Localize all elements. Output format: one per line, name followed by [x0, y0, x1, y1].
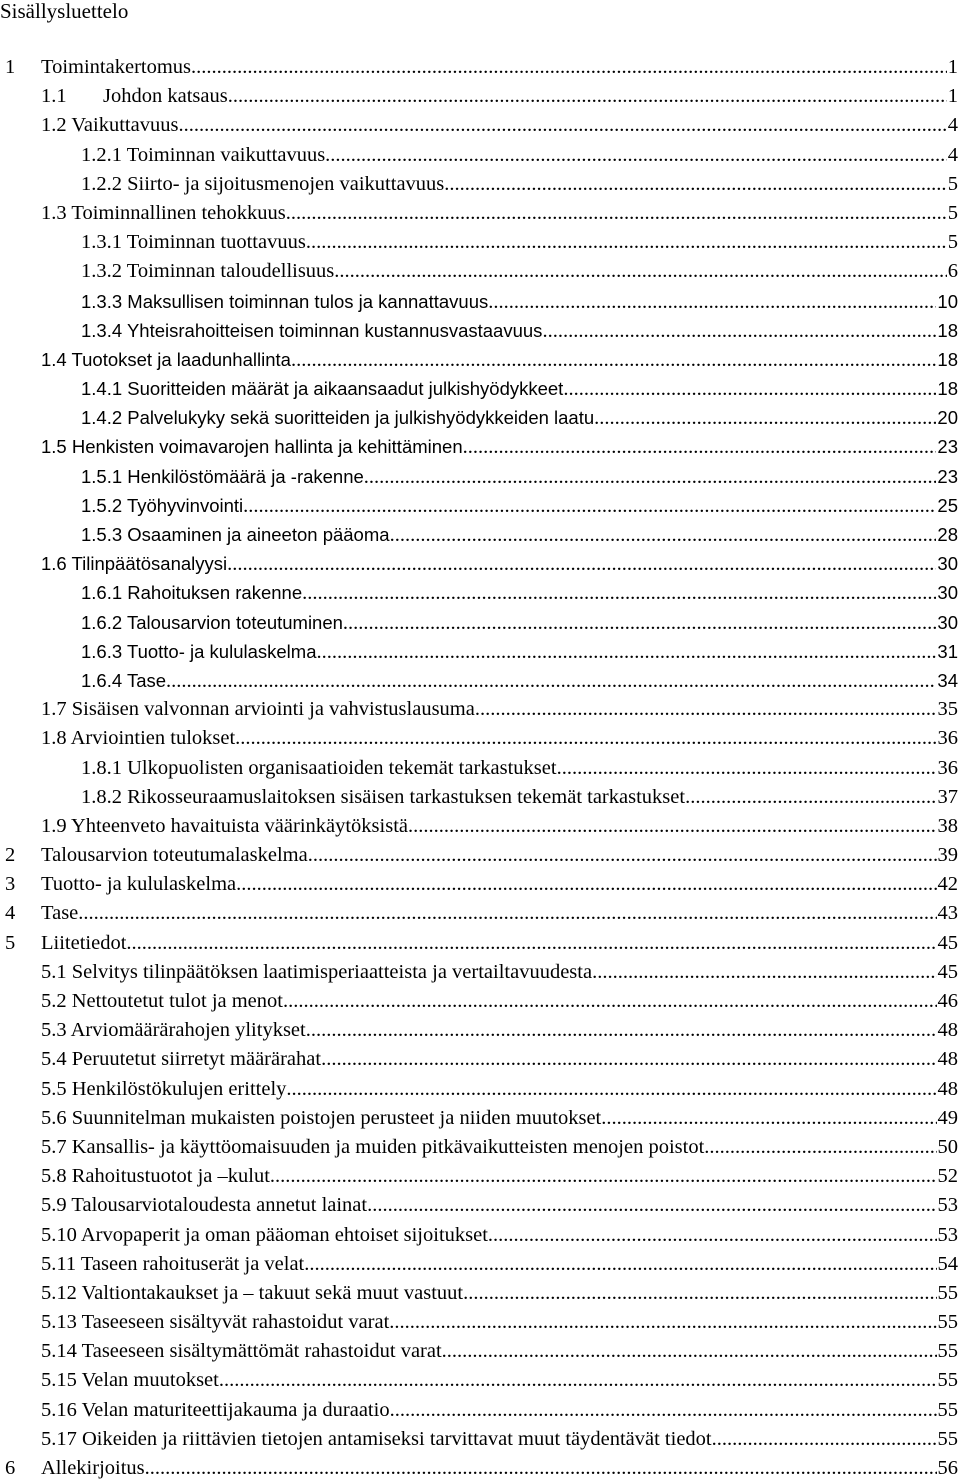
- toc-entry[interactable]: [0, 578, 960, 607]
- toc-entry-page: 18: [937, 378, 958, 400]
- dot-leader: [557, 754, 937, 783]
- toc-entry-page: 55: [937, 1369, 958, 1392]
- toc-entry-title: 1.8 Arviointien tulokset: [41, 727, 236, 750]
- toc-entry[interactable]: [0, 1425, 960, 1454]
- toc-entry-page: 10: [937, 290, 958, 312]
- toc-entry[interactable]: [0, 170, 960, 199]
- toc-entry[interactable]: [0, 1104, 960, 1133]
- toc-entry[interactable]: [0, 111, 960, 140]
- toc-entry[interactable]: [0, 783, 960, 812]
- toc-entry-title: 1.6.1 Rahoituksen rakenne: [81, 582, 303, 604]
- toc-entry-title: 1.8.1 Ulkopuolisten organisaatioiden tekemät tarkastukset: [81, 756, 557, 779]
- toc-entry[interactable]: [0, 1308, 960, 1337]
- toc-entry[interactable]: [0, 374, 960, 403]
- toc-entry-title: 5.2 Nettoutetut tulot ja menot: [41, 990, 283, 1012]
- toc-entry-page: 38: [937, 814, 958, 837]
- toc-entry-title: 5.17 Oikeiden ja riittävien tietojen antamiseksi tarvittavat muut täydentävät tiedot: [41, 1427, 712, 1450]
- dot-leader: [463, 433, 937, 462]
- toc-entry[interactable]: [0, 1191, 960, 1220]
- toc-entry[interactable]: [0, 812, 960, 841]
- dot-leader: [306, 228, 947, 257]
- dot-leader: [389, 1308, 936, 1337]
- toc-entry[interactable]: [0, 316, 960, 345]
- toc-entry-title: 1.5.1 Henkilöstömäärä ja -rakenne: [81, 465, 364, 487]
- toc-entry-title: 5.4 Peruutetut siirretyt määrärahat: [41, 1048, 322, 1071]
- toc-entry[interactable]: [0, 929, 960, 958]
- toc-entry-title: 1.9 Yhteenveto havaituista väärinkäytöksistä: [41, 814, 408, 837]
- toc-entry-page: 18: [937, 319, 958, 341]
- toc-entry[interactable]: [0, 1250, 960, 1279]
- dot-leader: [302, 579, 936, 608]
- toc-entry-title: 1.6.2 Talousarvion toteutuminen: [81, 611, 343, 633]
- toc-entry-page: 45: [937, 931, 958, 954]
- toc-entry-page: 45: [937, 960, 958, 983]
- toc-entry-page: 55: [937, 1311, 958, 1334]
- toc-entry-number: 1.1: [41, 85, 67, 108]
- toc-entry-title: 1.5.2 Työhyvinvointi: [81, 494, 244, 516]
- toc-entry-title: 1.2.1 Toiminnan vaikuttavuus: [81, 143, 326, 166]
- toc-entry[interactable]: [0, 1133, 960, 1162]
- dot-leader: [563, 375, 936, 404]
- toc-entry-title: 1.3.4 Yhteisrahoitteisen toiminnan kustannusvastaavuus: [81, 319, 543, 341]
- dot-leader: [166, 667, 936, 696]
- dot-leader: [594, 404, 936, 433]
- toc-entry[interactable]: [0, 1016, 960, 1045]
- toc-entry-title: Talousarvion toteutumalaskelma: [41, 844, 308, 867]
- toc-entry[interactable]: [0, 228, 960, 257]
- dot-leader: [321, 1045, 936, 1074]
- toc-entry-page: 4: [947, 114, 958, 137]
- toc-entry-page: 5: [947, 172, 958, 195]
- toc-entry-page: 48: [937, 1077, 958, 1100]
- toc-entry[interactable]: [0, 1162, 960, 1191]
- dot-leader: [408, 812, 937, 841]
- toc-entry[interactable]: [0, 403, 960, 432]
- toc-entry-title: Johdon katsaus: [103, 85, 228, 108]
- toc-entry[interactable]: [0, 549, 960, 578]
- toc-entry-title: 5.14 Taseeseen sisältymättömät rahastoidut varat: [41, 1340, 442, 1363]
- dot-leader: [227, 550, 936, 579]
- dot-leader: [78, 899, 936, 928]
- dot-leader: [343, 609, 937, 638]
- dot-leader: [291, 346, 936, 375]
- toc-entry-page: 18: [937, 348, 958, 370]
- toc-entry-number: 6: [5, 1457, 16, 1479]
- toc-entry-page: 55: [937, 1340, 958, 1363]
- dot-leader: [592, 958, 936, 987]
- toc-entry-title: 5.3 Arviomäärärahojen ylitykset: [41, 1019, 306, 1042]
- toc-entry-title: Liitetiedot: [41, 931, 127, 954]
- toc-entry-page: 25: [937, 494, 958, 516]
- toc-entry-page: 1: [947, 56, 958, 78]
- toc-entry-page: 53: [937, 1194, 958, 1217]
- toc-entry[interactable]: [0, 958, 960, 987]
- toc-entry[interactable]: [0, 1454, 960, 1483]
- toc-entry[interactable]: [0, 695, 960, 724]
- toc-entry-page: 46: [937, 990, 958, 1012]
- toc-entry[interactable]: [0, 1075, 960, 1104]
- toc-entry[interactable]: [0, 1221, 960, 1250]
- dot-leader: [488, 1221, 937, 1250]
- toc-entry-title: 1.4.1 Suoritteiden määrät ja aikaansaadut julkishyödykkeet: [81, 378, 564, 400]
- toc-entry-page: 36: [937, 727, 958, 750]
- toc-entry-title: 5.9 Talousarviotaloudesta annetut lainat: [41, 1194, 368, 1217]
- toc-entry[interactable]: [0, 1279, 960, 1308]
- toc-entry-page: 48: [937, 1019, 958, 1042]
- toc-entry-title: Toimintakertomus: [41, 56, 192, 78]
- toc-entry-page: 55: [937, 1427, 958, 1450]
- toc-entry-title: 1.2.2 Siirto- ja sijoitusmenojen vaikuttavuus: [81, 172, 445, 195]
- toc-entry-page: 23: [937, 436, 958, 458]
- dot-leader: [390, 1396, 937, 1425]
- toc-entry-title: 1.5 Henkisten voimavarojen hallinta ja kehittäminen: [41, 436, 463, 458]
- dot-leader: [304, 1250, 936, 1279]
- toc-entry-page: 34: [937, 669, 958, 691]
- toc-entry-title: 1.6.4 Tase: [81, 669, 167, 691]
- table-of-contents: [0, 53, 960, 1483]
- dot-leader: [126, 929, 936, 958]
- toc-entry-page: 5: [947, 201, 958, 224]
- toc-entry-title: 5.6 Suunnitelman mukaisten poistojen perusteet ja niiden muutokset: [41, 1106, 602, 1129]
- toc-entry-page: 55: [937, 1281, 958, 1304]
- dot-leader: [712, 1425, 937, 1454]
- toc-entry[interactable]: [0, 899, 960, 928]
- toc-entry-page: 20: [937, 407, 958, 429]
- toc-entry-title: 5.11 Taseen rahoituserät ja velat: [41, 1252, 305, 1275]
- toc-entry[interactable]: [0, 141, 960, 170]
- dot-leader: [228, 82, 947, 111]
- toc-entry-title: 1.2 Vaikuttavuus: [41, 114, 179, 137]
- toc-entry-title: 5.5 Henkilöstökulujen erittely: [41, 1077, 287, 1100]
- toc-entry[interactable]: [0, 462, 960, 491]
- toc-entry-title: 1.3.3 Maksullisen toiminnan tulos ja kannattavuus: [81, 290, 489, 312]
- toc-entry-title: Tuotto- ja kululaskelma: [41, 873, 237, 896]
- dot-leader: [488, 288, 936, 317]
- toc-entry-title: 5.10 Arvopaperit ja oman pääoman ehtoiset sijoitukset: [41, 1223, 488, 1246]
- toc-entry[interactable]: [0, 841, 960, 870]
- toc-entry-title: 1.7 Sisäisen valvonnan arviointi ja vahvistuslausuma: [41, 698, 475, 721]
- toc-entry-title: 1.4.2 Palvelukyky sekä suoritteiden ja julkishyödykkeiden laatu: [81, 407, 595, 429]
- toc-entry-title: 1.3.2 Toiminnan taloudellisuus: [81, 260, 335, 283]
- toc-entry[interactable]: [0, 199, 960, 228]
- dot-leader: [475, 695, 937, 724]
- dot-leader: [145, 1454, 937, 1483]
- toc-entry[interactable]: [0, 345, 960, 374]
- page-title: Sisällysluettelo: [0, 0, 129, 23]
- toc-entry[interactable]: [0, 754, 960, 783]
- toc-entry-page: 55: [937, 1398, 958, 1421]
- dot-leader: [704, 1133, 936, 1162]
- toc-entry-title: 5.16 Velan maturiteettijakauma ja duraatio: [41, 1398, 390, 1421]
- toc-entry-page: 49: [937, 1106, 958, 1129]
- toc-entry-page: 4: [947, 143, 958, 166]
- dot-leader: [283, 987, 937, 1016]
- toc-entry-title: 5.8 Rahoitustuotot ja –kulut: [41, 1165, 270, 1188]
- toc-entry[interactable]: [0, 432, 960, 461]
- toc-entry-page: 30: [937, 582, 958, 604]
- dot-leader: [542, 317, 936, 346]
- dot-leader: [685, 783, 936, 812]
- toc-entry[interactable]: [0, 987, 960, 1016]
- dot-leader: [364, 463, 937, 492]
- dot-leader: [235, 724, 936, 753]
- toc-entry-page: 5: [947, 231, 958, 254]
- toc-entry[interactable]: [0, 520, 960, 549]
- dot-leader: [286, 1075, 936, 1104]
- toc-entry-title: 1.3 Toiminnallinen tehokkuus: [41, 201, 286, 224]
- toc-entry-page: 48: [937, 1048, 958, 1071]
- toc-entry[interactable]: [0, 491, 960, 520]
- toc-entry-title: Tase: [41, 902, 79, 925]
- toc-entry-title: 1.4 Tuotokset ja laadunhallinta: [41, 348, 291, 370]
- toc-entry[interactable]: [0, 870, 960, 899]
- toc-entry-page: 1: [947, 85, 958, 108]
- toc-entry-page: 37: [937, 785, 958, 808]
- toc-entry-page: 54: [937, 1252, 958, 1275]
- toc-entry-title: 5.1 Selvitys tilinpäätöksen laatimisperiaatteista ja vertailtavuudesta: [41, 960, 593, 983]
- toc-entry-page: 53: [937, 1223, 958, 1246]
- toc-entry-number: 5: [5, 931, 16, 954]
- dot-leader: [367, 1191, 936, 1220]
- toc-entry[interactable]: [0, 1396, 960, 1425]
- dot-leader: [191, 53, 947, 82]
- dot-leader: [390, 521, 937, 550]
- toc-entry-title: 1.5.3 Osaaminen ja aineeton pääoma: [81, 524, 390, 545]
- dot-leader: [442, 1337, 937, 1366]
- toc-entry-page: 23: [937, 465, 958, 487]
- toc-entry-title: Allekirjoitus: [41, 1457, 145, 1479]
- dot-leader: [317, 638, 937, 667]
- toc-entry-page: 52: [937, 1165, 958, 1188]
- toc-entry[interactable]: [0, 637, 960, 666]
- toc-entry-number: 2: [5, 844, 16, 867]
- toc-entry[interactable]: [0, 1045, 960, 1074]
- dot-leader: [178, 111, 946, 140]
- toc-entry-page: 43: [937, 902, 958, 925]
- dot-leader: [243, 492, 936, 521]
- dot-leader: [334, 257, 946, 286]
- toc-entry-number: 3: [5, 873, 16, 896]
- toc-entry-page: 31: [937, 640, 958, 662]
- toc-entry[interactable]: [0, 82, 960, 111]
- dot-leader: [308, 841, 937, 870]
- toc-entry[interactable]: [0, 724, 960, 753]
- dot-leader: [325, 141, 947, 170]
- toc-entry-page: 30: [937, 553, 958, 575]
- toc-entry-number: 4: [5, 902, 16, 925]
- toc-entry[interactable]: [0, 257, 960, 286]
- toc-entry-title: 1.6 Tilinpäätösanalyysi: [41, 553, 228, 575]
- toc-entry-title: 1.3.1 Toiminnan tuottavuus: [81, 231, 306, 254]
- dot-leader: [236, 870, 936, 899]
- toc-entry-title: 1.8.2 Rikosseuraamuslaitoksen sisäisen tarkastuksen tekemät tarkastukset: [81, 785, 686, 808]
- dot-leader: [463, 1279, 936, 1308]
- toc-entry-title: 5.15 Velan muutokset: [41, 1369, 219, 1392]
- toc-entry-number: 1: [5, 56, 16, 78]
- dot-leader: [286, 199, 947, 228]
- toc-entry-page: 50: [937, 1135, 958, 1158]
- toc-entry-page: 36: [937, 756, 958, 779]
- toc-entry[interactable]: [0, 53, 960, 82]
- toc-entry[interactable]: [0, 666, 960, 695]
- toc-entry-page: 6: [947, 260, 958, 283]
- toc-entry-page: 28: [937, 524, 958, 545]
- dot-leader: [444, 170, 946, 199]
- dot-leader: [219, 1366, 937, 1395]
- toc-entry-page: 42: [937, 873, 958, 896]
- dot-leader: [601, 1104, 936, 1133]
- toc-entry[interactable]: [0, 608, 960, 637]
- toc-entry[interactable]: [0, 1366, 960, 1395]
- toc-entry-title: 5.13 Taseeseen sisältyvät rahastoidut varat: [41, 1311, 390, 1334]
- toc-entry-title: 1.6.3 Tuotto- ja kululaskelma: [81, 640, 317, 662]
- toc-entry-title: 5.7 Kansallis- ja käyttöomaisuuden ja muiden pitkävaikutteisten menojen poistot: [41, 1135, 705, 1158]
- dot-leader: [270, 1162, 937, 1191]
- toc-entry[interactable]: [0, 1337, 960, 1366]
- toc-entry-page: 30: [937, 611, 958, 633]
- dot-leader: [306, 1016, 937, 1045]
- toc-entry-page: 35: [937, 698, 958, 721]
- toc-entry[interactable]: [0, 287, 960, 316]
- toc-entry-page: 56: [937, 1457, 958, 1479]
- toc-entry-title: 5.12 Valtiontakaukset ja – takuut sekä muut vastuut: [41, 1281, 464, 1304]
- toc-entry-page: 39: [937, 844, 958, 867]
